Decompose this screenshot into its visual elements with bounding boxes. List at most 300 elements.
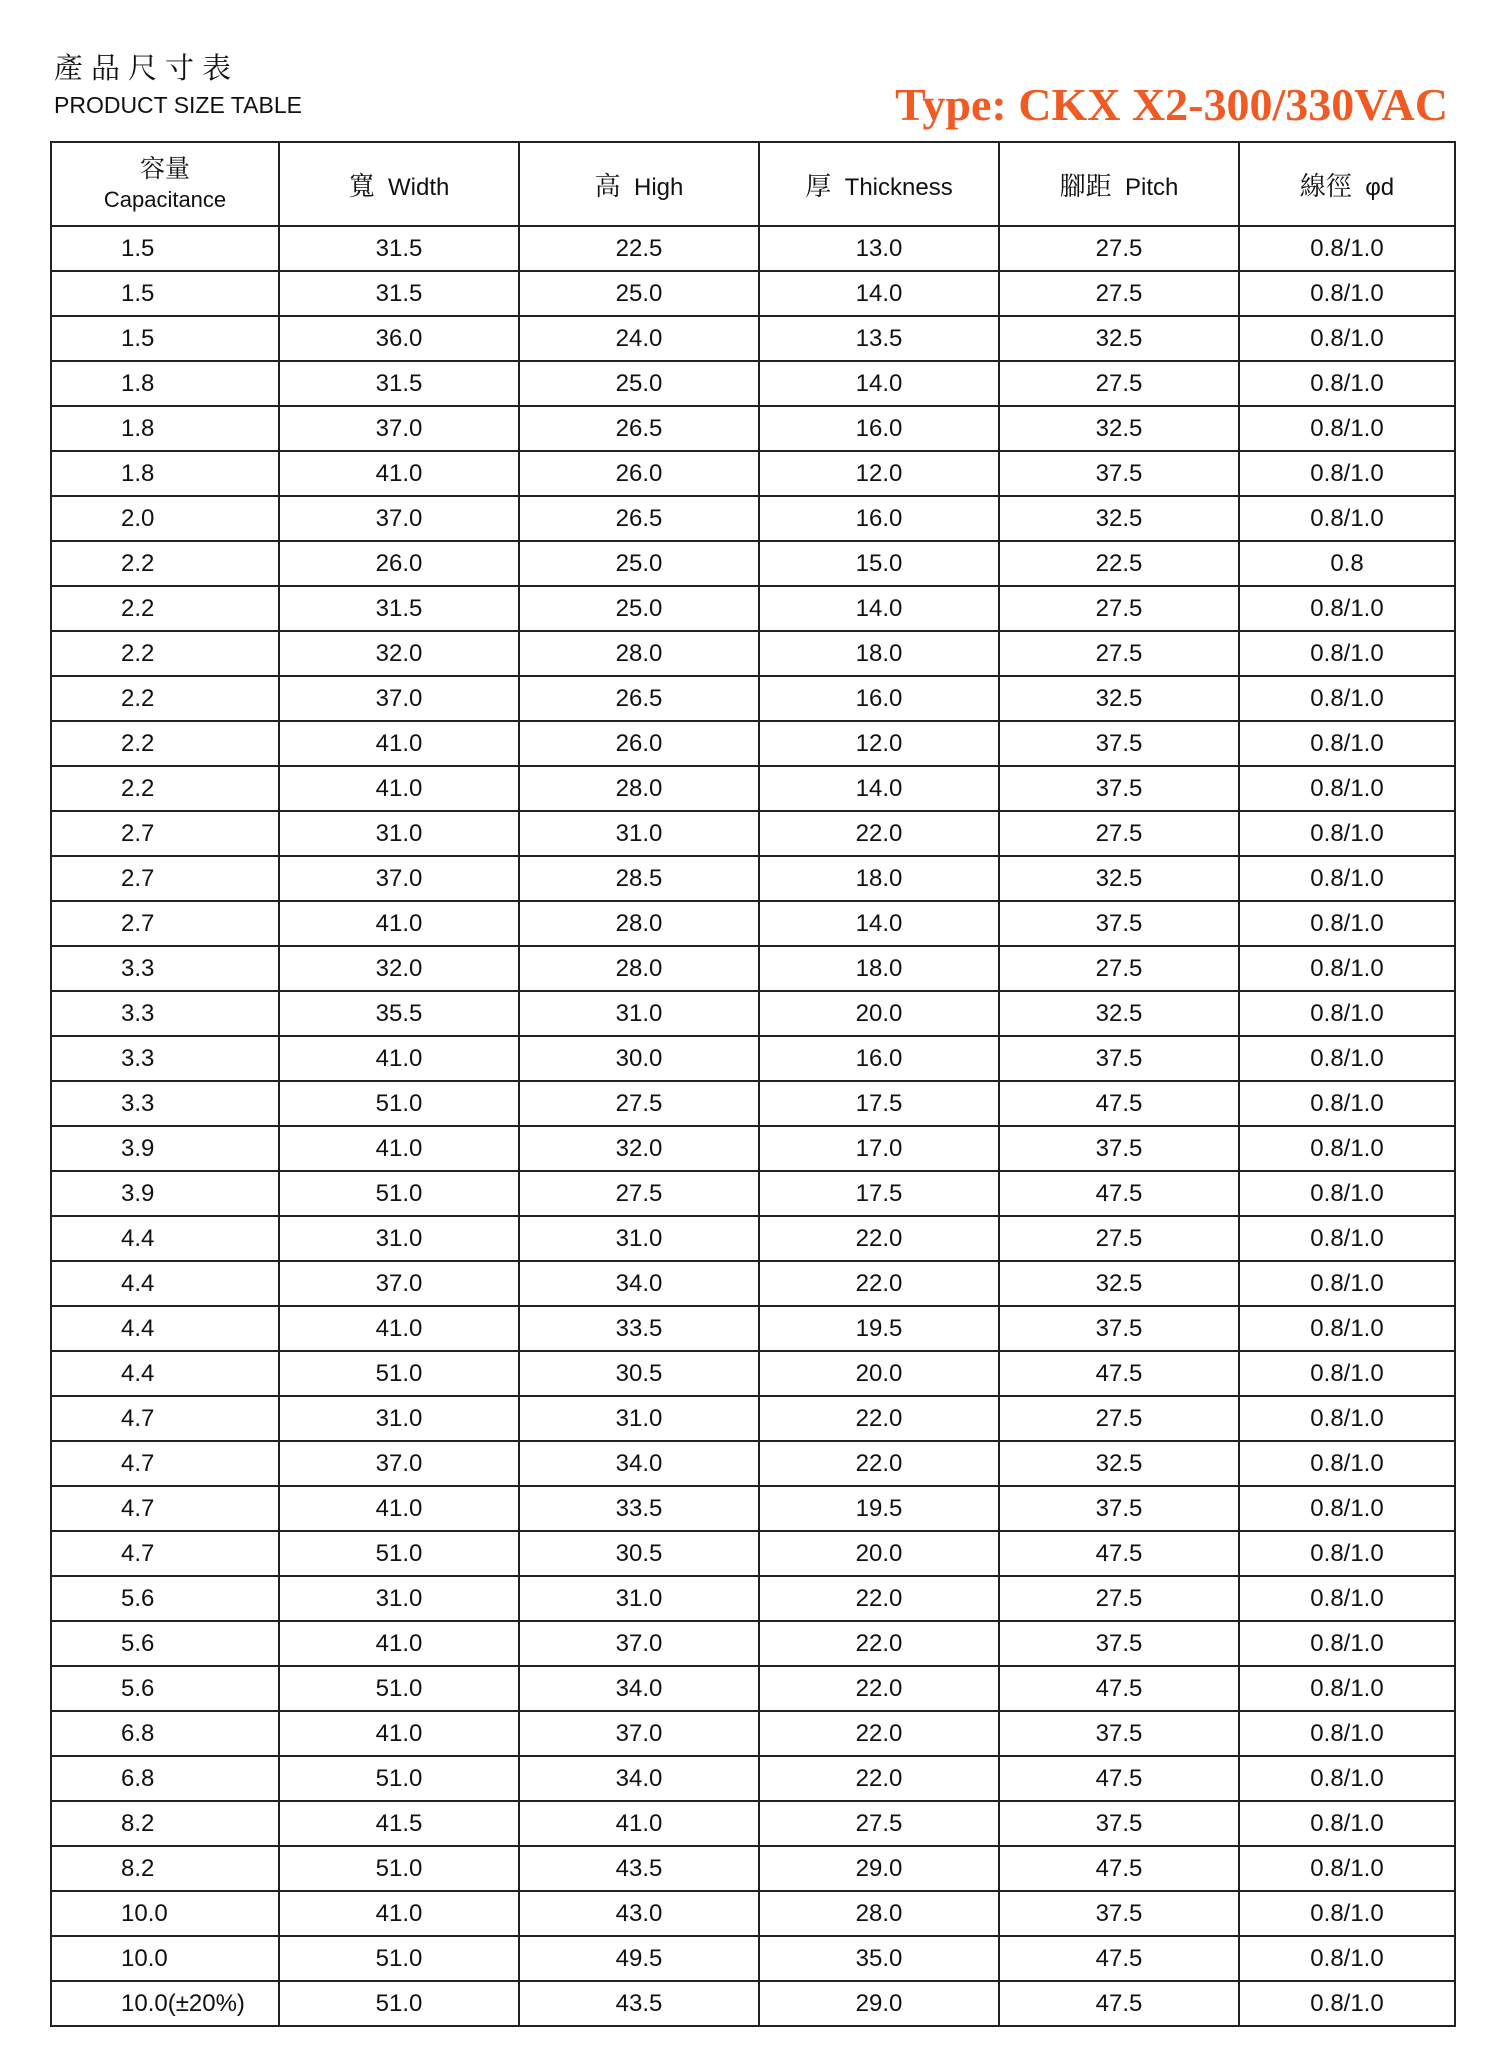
cell-width: 41.5 <box>279 1801 519 1846</box>
cell-wire-diameter: 0.8/1.0 <box>1239 361 1455 406</box>
cell-capacitance: 2.2 <box>51 766 279 811</box>
cell-wire-diameter: 0.8/1.0 <box>1239 1801 1455 1846</box>
cell-thickness: 22.0 <box>759 1711 999 1756</box>
cell-width: 51.0 <box>279 1081 519 1126</box>
cell-high: 27.5 <box>519 1081 759 1126</box>
column-header-wire-diameter-zh: 線徑 <box>1299 171 1352 202</box>
cell-pitch: 32.5 <box>999 496 1239 541</box>
cell-thickness: 28.0 <box>759 1891 999 1936</box>
cell-width: 31.0 <box>279 1576 519 1621</box>
cell-high: 26.0 <box>519 721 759 766</box>
column-header-pitch-zh: 腳距 <box>1059 171 1112 202</box>
cell-thickness: 20.0 <box>759 1351 999 1396</box>
cell-width: 37.0 <box>279 856 519 901</box>
table-row <box>51 1126 1455 1171</box>
table-row <box>51 586 1455 631</box>
cell-capacitance: 4.7 <box>51 1441 279 1486</box>
cell-thickness: 12.0 <box>759 721 999 766</box>
cell-pitch: 27.5 <box>999 226 1239 271</box>
cell-high: 33.5 <box>519 1306 759 1351</box>
cell-width: 37.0 <box>279 1441 519 1486</box>
cell-pitch: 32.5 <box>999 676 1239 721</box>
table-row <box>51 316 1455 361</box>
cell-thickness: 22.0 <box>759 1621 999 1666</box>
cell-thickness: 29.0 <box>759 1981 999 2026</box>
cell-wire-diameter: 0.8/1.0 <box>1239 856 1455 901</box>
cell-width: 31.0 <box>279 811 519 856</box>
column-header-high-en: High <box>634 173 684 201</box>
cell-width: 51.0 <box>279 1846 519 1891</box>
column-header-high <box>519 142 759 226</box>
cell-width: 32.0 <box>279 631 519 676</box>
table-row <box>51 361 1455 406</box>
table-row <box>51 1576 1455 1621</box>
table-row <box>51 1216 1455 1261</box>
table-row <box>51 1531 1455 1576</box>
cell-capacitance: 2.7 <box>51 901 279 946</box>
table-row <box>51 946 1455 991</box>
cell-high: 34.0 <box>519 1756 759 1801</box>
cell-wire-diameter: 0.8/1.0 <box>1239 946 1455 991</box>
cell-width: 31.5 <box>279 226 519 271</box>
table-row <box>51 1081 1455 1126</box>
cell-thickness: 22.0 <box>759 1396 999 1441</box>
cell-thickness: 17.5 <box>759 1081 999 1126</box>
cell-high: 27.5 <box>519 1171 759 1216</box>
cell-capacitance: 5.6 <box>51 1576 279 1621</box>
table-row <box>51 271 1455 316</box>
table-row <box>51 1486 1455 1531</box>
cell-width: 51.0 <box>279 1171 519 1216</box>
cell-high: 28.0 <box>519 901 759 946</box>
cell-capacitance: 2.2 <box>51 631 279 676</box>
cell-high: 25.0 <box>519 586 759 631</box>
cell-capacitance: 2.2 <box>51 586 279 631</box>
cell-capacitance: 5.6 <box>51 1666 279 1711</box>
cell-pitch: 47.5 <box>999 1756 1239 1801</box>
cell-high: 25.0 <box>519 541 759 586</box>
cell-capacitance: 2.0 <box>51 496 279 541</box>
cell-capacitance: 4.4 <box>51 1261 279 1306</box>
cell-thickness: 22.0 <box>759 1441 999 1486</box>
cell-high: 22.5 <box>519 226 759 271</box>
cell-high: 26.0 <box>519 451 759 496</box>
cell-wire-diameter: 0.8/1.0 <box>1239 721 1455 766</box>
cell-pitch: 37.5 <box>999 1126 1239 1171</box>
cell-pitch: 47.5 <box>999 1531 1239 1576</box>
cell-wire-diameter: 0.8/1.0 <box>1239 1576 1455 1621</box>
cell-pitch: 37.5 <box>999 1801 1239 1846</box>
cell-pitch: 37.5 <box>999 1306 1239 1351</box>
cell-capacitance: 4.4 <box>51 1351 279 1396</box>
cell-high: 34.0 <box>519 1666 759 1711</box>
cell-capacitance: 10.0 <box>51 1891 279 1936</box>
cell-wire-diameter: 0.8/1.0 <box>1239 1891 1455 1936</box>
cell-wire-diameter: 0.8/1.0 <box>1239 1396 1455 1441</box>
cell-high: 43.5 <box>519 1981 759 2026</box>
column-header-pitch <box>999 142 1239 226</box>
cell-thickness: 22.0 <box>759 1576 999 1621</box>
cell-wire-diameter: 0.8/1.0 <box>1239 1261 1455 1306</box>
cell-pitch: 47.5 <box>999 1351 1239 1396</box>
table-row <box>51 406 1455 451</box>
cell-high: 26.5 <box>519 406 759 451</box>
cell-thickness: 14.0 <box>759 361 999 406</box>
cell-capacitance: 1.8 <box>51 451 279 496</box>
table-row <box>51 1981 1455 2026</box>
cell-capacitance: 2.2 <box>51 541 279 586</box>
cell-width: 41.0 <box>279 1711 519 1756</box>
column-header-width <box>279 142 519 226</box>
cell-pitch: 37.5 <box>999 766 1239 811</box>
cell-capacitance: 4.7 <box>51 1396 279 1441</box>
table-row <box>51 631 1455 676</box>
table-row <box>51 496 1455 541</box>
cell-pitch: 37.5 <box>999 1891 1239 1936</box>
cell-capacitance: 4.4 <box>51 1306 279 1351</box>
cell-high: 26.5 <box>519 676 759 721</box>
table-row <box>51 1621 1455 1666</box>
cell-wire-diameter: 0.8/1.0 <box>1239 316 1455 361</box>
cell-width: 51.0 <box>279 1756 519 1801</box>
cell-width: 51.0 <box>279 1351 519 1396</box>
table-row <box>51 1036 1455 1081</box>
cell-pitch: 27.5 <box>999 811 1239 856</box>
cell-high: 37.0 <box>519 1711 759 1756</box>
cell-thickness: 19.5 <box>759 1306 999 1351</box>
cell-wire-diameter: 0.8/1.0 <box>1239 1351 1455 1396</box>
cell-high: 30.5 <box>519 1351 759 1396</box>
column-header-thickness <box>759 142 999 226</box>
column-header-capacitance <box>51 142 279 226</box>
cell-pitch: 37.5 <box>999 1036 1239 1081</box>
cell-width: 41.0 <box>279 1891 519 1936</box>
column-header-width-en: Width <box>388 173 450 201</box>
cell-high: 25.0 <box>519 271 759 316</box>
cell-wire-diameter: 0.8/1.0 <box>1239 1621 1455 1666</box>
cell-capacitance: 2.7 <box>51 856 279 901</box>
cell-thickness: 20.0 <box>759 991 999 1036</box>
cell-capacitance: 2.2 <box>51 721 279 766</box>
cell-pitch: 47.5 <box>999 1936 1239 1981</box>
cell-thickness: 14.0 <box>759 901 999 946</box>
cell-high: 34.0 <box>519 1261 759 1306</box>
column-header-wire-diameter <box>1239 142 1455 226</box>
column-header-capacitance-en: Capacitance <box>103 187 227 212</box>
column-header-pitch-en: Pitch <box>1125 173 1179 201</box>
cell-width: 41.0 <box>279 1621 519 1666</box>
cell-capacitance: 1.8 <box>51 406 279 451</box>
cell-pitch: 27.5 <box>999 586 1239 631</box>
cell-capacitance: 4.7 <box>51 1531 279 1576</box>
cell-pitch: 32.5 <box>999 991 1239 1036</box>
table-row <box>51 1711 1455 1756</box>
table-row <box>51 1846 1455 1891</box>
cell-capacitance: 8.2 <box>51 1801 279 1846</box>
table-row <box>51 1351 1455 1396</box>
cell-width: 37.0 <box>279 406 519 451</box>
cell-high: 28.0 <box>519 946 759 991</box>
cell-high: 28.0 <box>519 631 759 676</box>
product-type-label: Type: CKX X2-300/330VAC <box>895 79 1448 130</box>
cell-wire-diameter: 0.8/1.0 <box>1239 1216 1455 1261</box>
cell-high: 28.5 <box>519 856 759 901</box>
cell-thickness: 16.0 <box>759 406 999 451</box>
cell-pitch: 37.5 <box>999 1711 1239 1756</box>
cell-wire-diameter: 0.8/1.0 <box>1239 1306 1455 1351</box>
cell-high: 31.0 <box>519 1396 759 1441</box>
cell-high: 31.0 <box>519 811 759 856</box>
cell-wire-diameter: 0.8/1.0 <box>1239 1486 1455 1531</box>
table-row <box>51 676 1455 721</box>
cell-pitch: 27.5 <box>999 631 1239 676</box>
cell-pitch: 27.5 <box>999 271 1239 316</box>
cell-thickness: 18.0 <box>759 946 999 991</box>
cell-thickness: 18.0 <box>759 856 999 901</box>
cell-thickness: 14.0 <box>759 271 999 316</box>
cell-pitch: 22.5 <box>999 541 1239 586</box>
cell-wire-diameter: 0.8/1.0 <box>1239 496 1455 541</box>
table-row <box>51 1891 1455 1936</box>
column-header-thickness-en: Thickness <box>844 173 953 201</box>
cell-thickness: 13.0 <box>759 226 999 271</box>
header-row <box>51 142 1455 226</box>
cell-wire-diameter: 0.8/1.0 <box>1239 1036 1455 1081</box>
cell-high: 43.5 <box>519 1846 759 1891</box>
cell-capacitance: 5.6 <box>51 1621 279 1666</box>
cell-wire-diameter: 0.8/1.0 <box>1239 1756 1455 1801</box>
cell-width: 41.0 <box>279 766 519 811</box>
cell-pitch: 27.5 <box>999 1396 1239 1441</box>
cell-width: 41.0 <box>279 1306 519 1351</box>
cell-thickness: 18.0 <box>759 631 999 676</box>
cell-high: 31.0 <box>519 1576 759 1621</box>
cell-capacitance: 6.8 <box>51 1756 279 1801</box>
cell-capacitance: 1.5 <box>51 271 279 316</box>
cell-width: 37.0 <box>279 676 519 721</box>
cell-high: 33.5 <box>519 1486 759 1531</box>
cell-width: 31.5 <box>279 586 519 631</box>
cell-thickness: 16.0 <box>759 676 999 721</box>
table-row <box>51 721 1455 766</box>
cell-capacitance: 4.4 <box>51 1216 279 1261</box>
cell-wire-diameter: 0.8/1.0 <box>1239 586 1455 631</box>
cell-capacitance: 10.0(±20%) <box>51 1981 279 2026</box>
cell-pitch: 37.5 <box>999 901 1239 946</box>
table-row <box>51 226 1455 271</box>
cell-wire-diameter: 0.8/1.0 <box>1239 676 1455 721</box>
cell-thickness: 15.0 <box>759 541 999 586</box>
cell-thickness: 16.0 <box>759 1036 999 1081</box>
table-row <box>51 766 1455 811</box>
table-row <box>51 1936 1455 1981</box>
cell-wire-diameter: 0.8/1.0 <box>1239 1081 1455 1126</box>
cell-width: 41.0 <box>279 1486 519 1531</box>
cell-width: 36.0 <box>279 316 519 361</box>
cell-width: 35.5 <box>279 991 519 1036</box>
cell-thickness: 22.0 <box>759 1261 999 1306</box>
table-row <box>51 1666 1455 1711</box>
cell-pitch: 32.5 <box>999 856 1239 901</box>
cell-wire-diameter: 0.8/1.0 <box>1239 271 1455 316</box>
cell-width: 31.5 <box>279 271 519 316</box>
cell-pitch: 32.5 <box>999 316 1239 361</box>
cell-width: 51.0 <box>279 1981 519 2026</box>
cell-wire-diameter: 0.8/1.0 <box>1239 901 1455 946</box>
cell-wire-diameter: 0.8/1.0 <box>1239 1171 1455 1216</box>
cell-pitch: 37.5 <box>999 451 1239 496</box>
cell-wire-diameter: 0.8/1.0 <box>1239 811 1455 856</box>
table-row <box>51 991 1455 1036</box>
table-row <box>51 541 1455 586</box>
cell-thickness: 12.0 <box>759 451 999 496</box>
table-header <box>51 142 1455 226</box>
cell-thickness: 16.0 <box>759 496 999 541</box>
cell-width: 31.0 <box>279 1216 519 1261</box>
cell-thickness: 27.5 <box>759 1801 999 1846</box>
cell-capacitance: 10.0 <box>51 1936 279 1981</box>
cell-high: 31.0 <box>519 1216 759 1261</box>
cell-high: 26.5 <box>519 496 759 541</box>
title-english: PRODUCT SIZE TABLE <box>54 92 302 118</box>
cell-capacitance: 1.5 <box>51 316 279 361</box>
cell-wire-diameter: 0.8/1.0 <box>1239 1441 1455 1486</box>
cell-capacitance: 3.9 <box>51 1171 279 1216</box>
cell-width: 32.0 <box>279 946 519 991</box>
cell-width: 41.0 <box>279 721 519 766</box>
cell-width: 41.0 <box>279 901 519 946</box>
table-row <box>51 1756 1455 1801</box>
cell-pitch: 47.5 <box>999 1171 1239 1216</box>
cell-high: 37.0 <box>519 1621 759 1666</box>
table-row <box>51 901 1455 946</box>
cell-capacitance: 3.3 <box>51 1081 279 1126</box>
cell-thickness: 29.0 <box>759 1846 999 1891</box>
cell-high: 30.5 <box>519 1531 759 1576</box>
product-size-table <box>50 141 1456 2027</box>
cell-wire-diameter: 0.8/1.0 <box>1239 1531 1455 1576</box>
cell-pitch: 37.5 <box>999 721 1239 766</box>
cell-thickness: 35.0 <box>759 1936 999 1981</box>
table-row <box>51 1441 1455 1486</box>
table-row <box>51 856 1455 901</box>
cell-high: 41.0 <box>519 1801 759 1846</box>
cell-pitch: 32.5 <box>999 1441 1239 1486</box>
cell-width: 51.0 <box>279 1531 519 1576</box>
cell-wire-diameter: 0.8/1.0 <box>1239 406 1455 451</box>
cell-width: 31.5 <box>279 361 519 406</box>
cell-thickness: 22.0 <box>759 1216 999 1261</box>
cell-wire-diameter: 0.8/1.0 <box>1239 1981 1455 2026</box>
table-row <box>51 1396 1455 1441</box>
cell-high: 28.0 <box>519 766 759 811</box>
cell-thickness: 19.5 <box>759 1486 999 1531</box>
cell-wire-diameter: 0.8/1.0 <box>1239 226 1455 271</box>
cell-pitch: 37.5 <box>999 1486 1239 1531</box>
cell-thickness: 22.0 <box>759 1666 999 1711</box>
cell-width: 51.0 <box>279 1666 519 1711</box>
cell-pitch: 37.5 <box>999 1621 1239 1666</box>
cell-width: 26.0 <box>279 541 519 586</box>
cell-wire-diameter: 0.8/1.0 <box>1239 1936 1455 1981</box>
cell-wire-diameter: 0.8/1.0 <box>1239 991 1455 1036</box>
cell-width: 37.0 <box>279 496 519 541</box>
cell-pitch: 47.5 <box>999 1846 1239 1891</box>
cell-capacitance: 1.8 <box>51 361 279 406</box>
cell-high: 30.0 <box>519 1036 759 1081</box>
title-chinese: 產品尺寸表 <box>54 51 240 85</box>
table-row <box>51 1171 1455 1216</box>
cell-pitch: 47.5 <box>999 1081 1239 1126</box>
column-header-thickness-zh: 厚 <box>805 171 832 202</box>
cell-capacitance: 2.7 <box>51 811 279 856</box>
table-body <box>51 226 1455 2026</box>
cell-width: 37.0 <box>279 1261 519 1306</box>
cell-wire-diameter: 0.8/1.0 <box>1239 451 1455 496</box>
cell-thickness: 17.5 <box>759 1171 999 1216</box>
cell-pitch: 27.5 <box>999 361 1239 406</box>
cell-capacitance: 2.2 <box>51 676 279 721</box>
cell-thickness: 20.0 <box>759 1531 999 1576</box>
cell-pitch: 47.5 <box>999 1666 1239 1711</box>
cell-high: 49.5 <box>519 1936 759 1981</box>
cell-capacitance: 3.3 <box>51 991 279 1036</box>
cell-width: 41.0 <box>279 1126 519 1171</box>
cell-thickness: 13.5 <box>759 316 999 361</box>
column-header-wire-diameter-en: φd <box>1365 173 1395 201</box>
cell-wire-diameter: 0.8/1.0 <box>1239 1711 1455 1756</box>
cell-wire-diameter: 0.8/1.0 <box>1239 1126 1455 1171</box>
cell-capacitance: 4.7 <box>51 1486 279 1531</box>
cell-capacitance: 3.3 <box>51 1036 279 1081</box>
cell-capacitance: 6.8 <box>51 1711 279 1756</box>
column-header-high-zh: 高 <box>594 171 621 202</box>
table-row <box>51 1306 1455 1351</box>
cell-capacitance: 3.3 <box>51 946 279 991</box>
cell-thickness: 22.0 <box>759 1756 999 1801</box>
cell-high: 31.0 <box>519 991 759 1036</box>
cell-pitch: 27.5 <box>999 1216 1239 1261</box>
table-row <box>51 1261 1455 1306</box>
table-row <box>51 451 1455 496</box>
column-header-width-zh: 寬 <box>348 171 375 202</box>
cell-wire-diameter: 0.8 <box>1239 541 1455 586</box>
cell-width: 51.0 <box>279 1936 519 1981</box>
cell-width: 31.0 <box>279 1396 519 1441</box>
cell-high: 34.0 <box>519 1441 759 1486</box>
cell-thickness: 17.0 <box>759 1126 999 1171</box>
cell-pitch: 27.5 <box>999 1576 1239 1621</box>
cell-high: 43.0 <box>519 1891 759 1936</box>
table-row <box>51 811 1455 856</box>
cell-thickness: 14.0 <box>759 586 999 631</box>
cell-pitch: 32.5 <box>999 1261 1239 1306</box>
cell-wire-diameter: 0.8/1.0 <box>1239 1666 1455 1711</box>
cell-high: 32.0 <box>519 1126 759 1171</box>
cell-pitch: 32.5 <box>999 406 1239 451</box>
table-row <box>51 1801 1455 1846</box>
cell-pitch: 27.5 <box>999 946 1239 991</box>
cell-wire-diameter: 0.8/1.0 <box>1239 1846 1455 1891</box>
cell-pitch: 47.5 <box>999 1981 1239 2026</box>
column-header-capacitance-zh: 容量 <box>139 154 190 183</box>
cell-capacitance: 3.9 <box>51 1126 279 1171</box>
cell-high: 25.0 <box>519 361 759 406</box>
cell-thickness: 14.0 <box>759 766 999 811</box>
cell-thickness: 22.0 <box>759 811 999 856</box>
cell-capacitance: 1.5 <box>51 226 279 271</box>
cell-width: 41.0 <box>279 451 519 496</box>
